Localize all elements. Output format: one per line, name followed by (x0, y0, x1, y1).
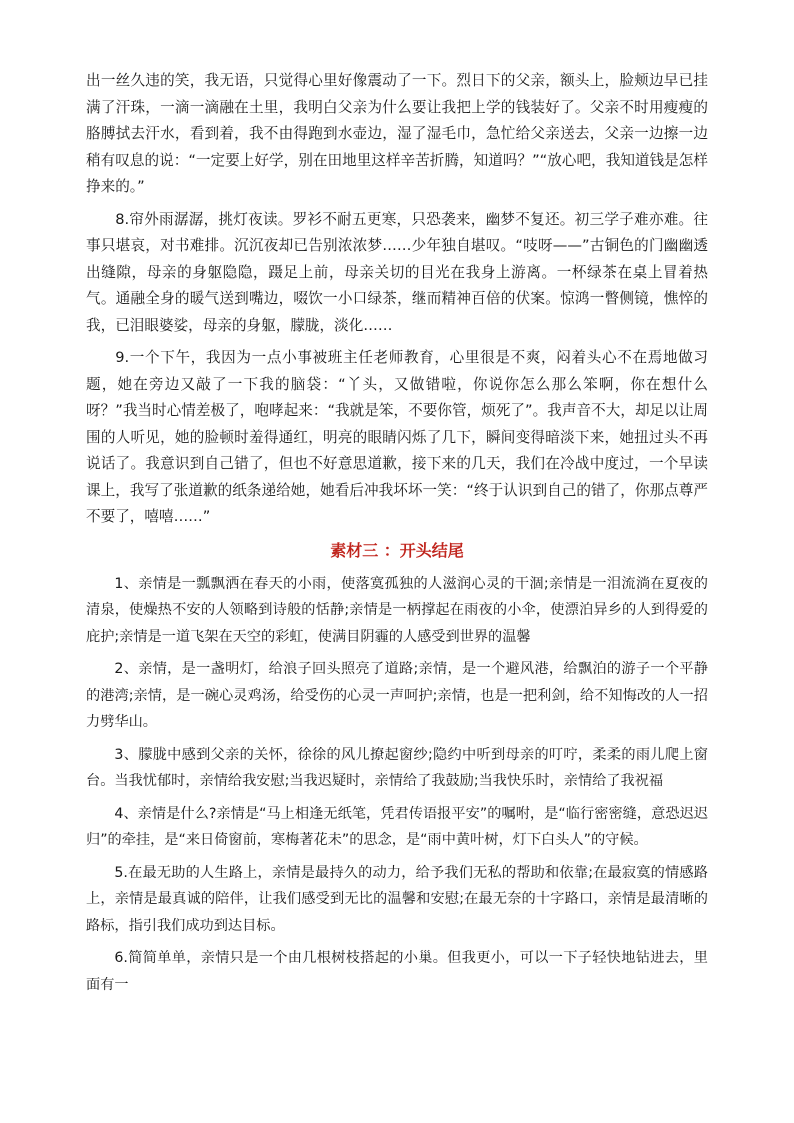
list-item-5: 5.在最无助的人生路上，亲情是最持久的动力，给予我们无私的帮助和依靠;在最寂寞的情感路上，亲情是最真诚的陪伴，让我们感受到无比的温馨和安慰;在最无奈的十字路口，亲情是最清晰的路标，指引我们成功到达目标。 (86, 864, 708, 934)
list-item-4: 4、亲情是什么?亲情是“马上相逢无纸笔，凭君传语报平安”的嘱咐，是“临行密密缝，意恐迟迟归”的牵挂，是“来日倚窗前，寒梅著花未”的思念，是“雨中黄叶树，灯下白头人”的守候。 (86, 805, 708, 848)
list-item-1: 1、亲情是一瓢飘洒在春天的小雨，使落寞孤独的人滋润心灵的干涸;亲情是一泪流淌在夏夜的清泉，使燥热不安的人领略到诗般的恬静;亲情是一柄撑起在雨夜的小伞，使漂泊异乡的人到得爱的庇护;亲情是一道飞架在天空的彩虹，使满目阴霾的人感受到世界的温馨 (86, 575, 708, 645)
list-item-6: 6.简简单单，亲情只是一个由几根树枝搭起的小巢。但我更小，可以一下子轻快地钻进去，里面有一 (86, 950, 708, 993)
list-item-3: 3、朦胧中感到父亲的关怀，徐徐的风儿撩起窗纱;隐约中听到母亲的叮咛，柔柔的雨儿爬上窗台。当我忧郁时，亲情给我安慰;当我迟疑时，亲情给了我鼓励;当我快乐时，亲情给了我祝福 (86, 746, 708, 789)
list-item-2: 2、亲情，是一盏明灯，给浪子回头照亮了道路;亲情，是一个避风港，给飘泊的游子一个平静的港湾;亲情，是一碗心灵鸡汤，给受伤的心灵一声呵护;亲情，也是一把利剑，给不知悔改的人一招力劈华山。 (86, 661, 708, 730)
section-title: 素材三 ：开头结尾 (330, 540, 464, 560)
paragraph-8: 8.帘外雨潺潺，挑灯夜读。罗衫不耐五更寒，只恐袭来，幽梦不复还。初三学子难亦难。往事只堪哀，对书难排。沉沉夜却已告别浓浓梦……少年独自堪叹。“吱呀——”古铜色的门幽幽透出缝隙，母亲的身躯隐隐，蹑足上前，母亲关切的目光在我身上游离。一杯绿茶在桌上冒着热气。通融全身的暖气送到嘴边，啜饮一小口绿茶，继而精神百倍的伏案。惊鸿一瞥侧镜，憔悴的我，已泪眼婆娑，母亲的身躯，朦胧，淡化…… (86, 210, 708, 334)
paragraph-continuation: 出一丝久违的笑，我无语，只觉得心里好像震动了一下。烈日下的父亲，额头上，脸颊边早已挂满了汗珠，一滴一滴融在土里，我明白父亲为什么要让我把上学的钱装好了。父亲不时用瘦瘦的胳膊拭去汗水，看到着，我不由得跑到水壶边，湿了湿毛巾，急忙给父亲送去，父亲一边擦一边稍有叹息的说：“一定要上好学，别在田地里这样辛苦折腾，知道吗？”“放心吧，我知道钱是怎样挣来的。” (86, 72, 708, 195)
paragraph-9: 9.一个下午，我因为一点小事被班主任老师教育，心里很是不爽，闷着头心不在焉地做习题，她在旁边又敲了一下我的脑袋：“丫头，又做错啦，你说你怎么那么笨啊，你在想什么呀？”我当时心情差极了，咆哮起来：“我就是笨，不要你管，烦死了”。我声音不大，却足以让周围的人听见，她的脸顿时羞得通红，明亮的眼睛闪烁了几下，瞬间变得暗淡下来，她扭过头不再说话了。我意识到自己错了，但也不好意思道歉，接下来的几天，我们在冷战中度过，一个早读课上，我写了张道歉的纸条递给她，她看后冲我坏坏一笑：“终于认识到自己的错了，你那点尊严不要了，嘻嘻……” (86, 349, 708, 525)
